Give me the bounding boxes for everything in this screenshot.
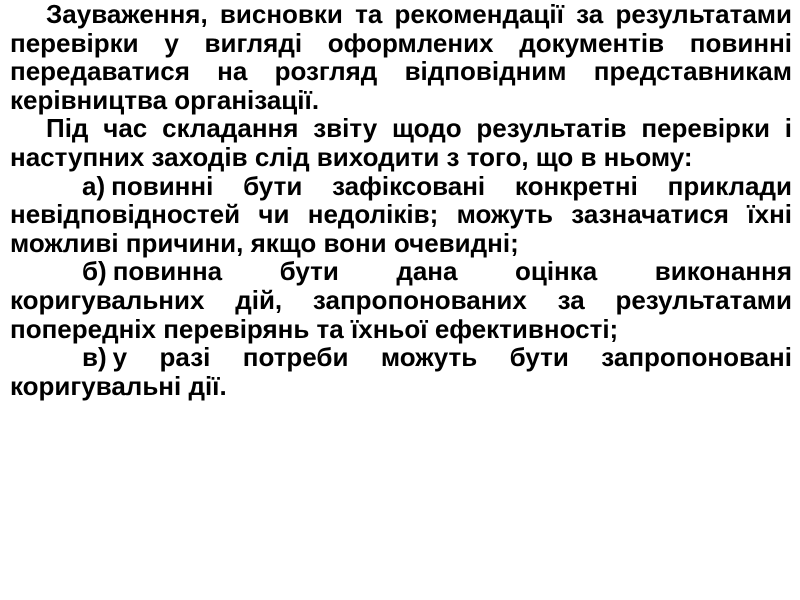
list-item-label: в): [82, 342, 107, 373]
document-body: [10, 0, 792, 400]
paragraph-findings: Зауваження, висновки та рекомендації за результатами перевірки у вигляді оформлених документів повинні передаватися на розгляд відповідним представникам керівництва організації.: [10, 0, 792, 115]
list-item-a: [10, 172, 792, 258]
list-item-text: повинна бути дана оцінка виконання коригувальних дій, запропонованих за результатами попередніх перевірянь та їхньої ефективності;: [10, 256, 792, 344]
list-item-label: а): [82, 170, 106, 201]
list-item-text: повинні бути зафіксовані конкретні приклади невідповідностей чи недоліків; можуть зазначатися їхні можливі причини, якщо вони очевидні;: [10, 170, 792, 258]
list-item-label: б): [82, 256, 107, 287]
list-item-c: [10, 343, 792, 400]
list-item-text: у разі потреби можуть бути запропоновані коригувальні дії.: [10, 342, 792, 401]
list-item-b: [10, 257, 792, 343]
paragraph-report-intro: Під час складання звіту щодо результатів перевірки і наступних заходів слід виходити з того, що в ньому:: [10, 113, 792, 172]
